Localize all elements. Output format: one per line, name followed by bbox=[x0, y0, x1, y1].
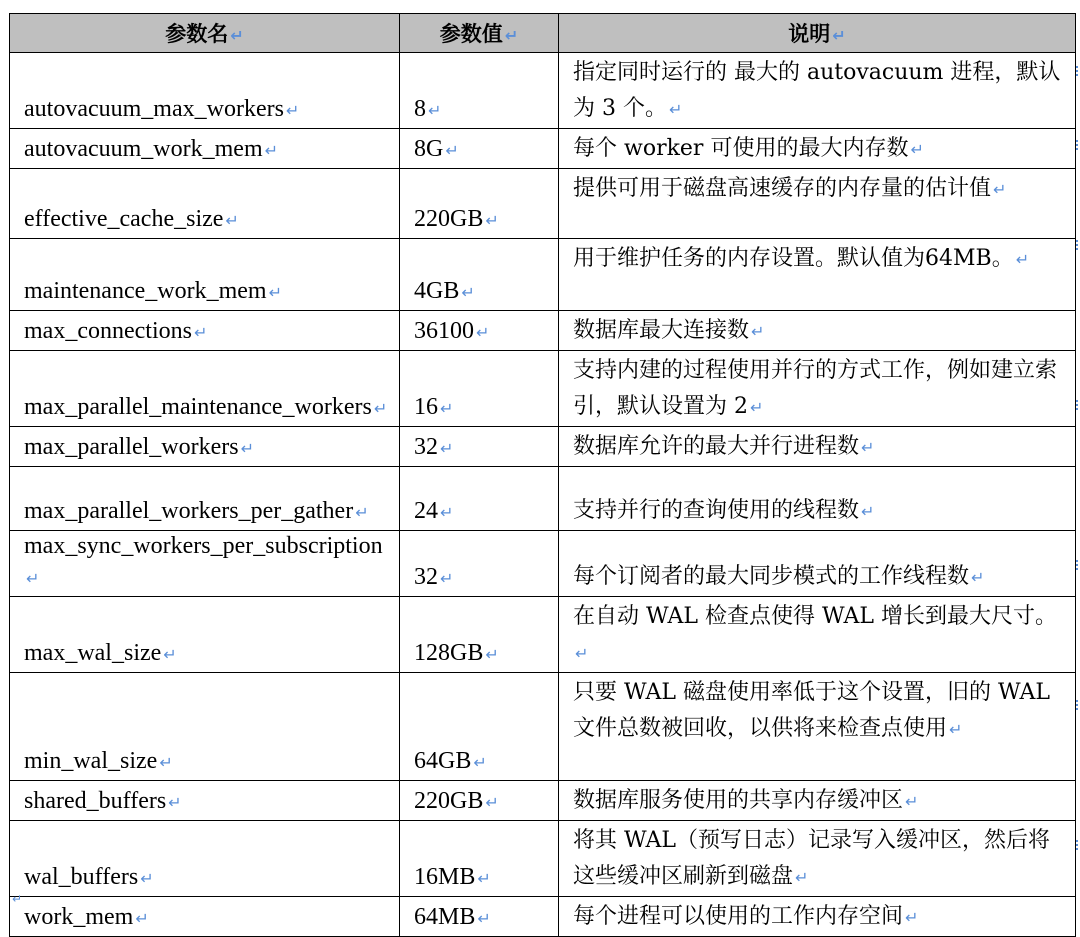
header-desc: 说明 ↵ bbox=[559, 14, 1076, 53]
return-mark-icon bbox=[269, 283, 282, 302]
return-mark-icon bbox=[485, 645, 498, 664]
table-row bbox=[10, 351, 1076, 427]
table-row bbox=[10, 53, 1076, 129]
return-mark-icon bbox=[795, 868, 808, 887]
return-mark-icon bbox=[440, 439, 453, 458]
param-value-cell: 64MB ↵ bbox=[400, 897, 559, 937]
return-mark-icon bbox=[910, 140, 923, 159]
return-mark-icon bbox=[485, 211, 498, 230]
table-row bbox=[10, 467, 1076, 531]
return-mark-icon bbox=[861, 438, 874, 457]
param-value-cell: 8G ↵ bbox=[400, 129, 559, 169]
param-desc-cell: 提供可用于磁盘高速缓存的内存量的估计值 ↵ bbox=[559, 169, 1076, 239]
return-mark-icon bbox=[669, 100, 682, 119]
param-desc-cell: 只要 WAL 磁盘使用率低于这个设置，旧的 WAL 文件总数被回收，以供将来检查点使用 ↵ bbox=[559, 673, 1076, 781]
param-value-cell: 16MB ↵ bbox=[400, 821, 559, 897]
table-row bbox=[10, 427, 1076, 467]
param-name-cell: max_parallel_maintenance_workers ↵ bbox=[10, 351, 400, 427]
param-name-cell: effective_cache_size ↵ bbox=[10, 169, 400, 239]
return-mark-icon bbox=[286, 101, 299, 120]
param-value-cell: 220GB ↵ bbox=[400, 781, 559, 821]
param-desc-cell: 每个订阅者的最大同步模式的工作线程数 ↵ bbox=[559, 531, 1076, 597]
param-value-cell: 32 ↵ bbox=[400, 531, 559, 597]
table-row bbox=[10, 239, 1076, 311]
return-mark-icon bbox=[265, 141, 278, 160]
return-mark-icon bbox=[993, 180, 1006, 199]
param-desc-cell: 数据库最大连接数 ↵ bbox=[559, 311, 1076, 351]
param-desc-cell: 指定同时运行的 最大的 autovacuum 进程，默认为 3 个。 ↵ bbox=[559, 53, 1076, 129]
return-mark-icon bbox=[861, 502, 874, 521]
table-row bbox=[10, 597, 1076, 673]
header-value: 参数值 ↵ bbox=[400, 14, 559, 53]
param-desc-cell: 在自动 WAL 检查点使得 WAL 增长到最大尺寸。 ↵ bbox=[559, 597, 1076, 673]
table-row bbox=[10, 311, 1076, 351]
param-name-cell: max_parallel_workers ↵ bbox=[10, 427, 400, 467]
margin-marker bbox=[1073, 560, 1078, 570]
return-mark-icon bbox=[445, 141, 458, 160]
return-mark-icon bbox=[949, 720, 962, 739]
param-desc-cell: 支持内建的过程使用并行的方式工作，例如建立索引，默认设置为 2 ↵ bbox=[559, 351, 1076, 427]
param-value-cell: 64GB ↵ bbox=[400, 673, 559, 781]
return-mark-icon bbox=[505, 26, 518, 45]
return-mark-icon bbox=[751, 322, 764, 341]
table-row bbox=[10, 781, 1076, 821]
table-row bbox=[10, 129, 1076, 169]
param-desc-cell: 数据库服务使用的共享内存缓冲区 ↵ bbox=[559, 781, 1076, 821]
header-name: 参数名 ↵ bbox=[10, 14, 400, 53]
param-name-cell: max_wal_size ↵ bbox=[10, 597, 400, 673]
return-mark-icon bbox=[159, 753, 172, 772]
table-row bbox=[10, 531, 1076, 597]
param-value-cell: 128GB ↵ bbox=[400, 597, 559, 673]
header-row bbox=[10, 14, 1076, 53]
param-value-cell: 32 ↵ bbox=[400, 427, 559, 467]
margin-marker bbox=[1073, 400, 1078, 410]
param-value-cell: 4GB ↵ bbox=[400, 239, 559, 311]
return-mark-icon bbox=[374, 399, 387, 418]
param-value-cell: 8 ↵ bbox=[400, 53, 559, 129]
return-mark-icon bbox=[26, 569, 39, 588]
param-desc-cell: 支持并行的查询使用的线程数 ↵ bbox=[559, 467, 1076, 531]
param-desc-cell: 用于维护任务的内存设置。默认值为64MB。 ↵ bbox=[559, 239, 1076, 311]
return-mark-icon bbox=[477, 909, 490, 928]
margin-marker bbox=[1073, 840, 1078, 850]
param-value-cell: 16 ↵ bbox=[400, 351, 559, 427]
param-name-cell: autovacuum_max_workers ↵ bbox=[10, 53, 400, 129]
return-mark-icon bbox=[230, 26, 243, 45]
param-desc-cell: 每个 worker 可使用的最大内存数 ↵ bbox=[559, 129, 1076, 169]
return-mark-icon bbox=[440, 399, 453, 418]
param-name-cell: maintenance_work_mem ↵ bbox=[10, 239, 400, 311]
param-name-cell: max_connections ↵ bbox=[10, 311, 400, 351]
margin-marker bbox=[1073, 140, 1078, 150]
param-name-cell: shared_buffers ↵ bbox=[10, 781, 400, 821]
return-mark-icon bbox=[1016, 250, 1029, 269]
return-mark-icon bbox=[428, 101, 441, 120]
return-mark-icon bbox=[485, 793, 498, 812]
return-mark-icon bbox=[163, 645, 176, 664]
param-desc-cell: 数据库允许的最大并行进程数 ↵ bbox=[559, 427, 1076, 467]
param-name-cell: autovacuum_work_mem ↵ bbox=[10, 129, 400, 169]
return-mark-icon bbox=[905, 908, 918, 927]
return-mark-icon bbox=[971, 568, 984, 587]
return-mark-icon bbox=[905, 792, 918, 811]
return-mark-icon bbox=[135, 909, 148, 928]
param-name-cell: work_mem ↵ bbox=[10, 897, 400, 937]
paragraph-mark-icon: ↵ bbox=[12, 892, 23, 906]
return-mark-icon bbox=[750, 398, 763, 417]
return-mark-icon bbox=[461, 283, 474, 302]
return-mark-icon bbox=[140, 869, 153, 888]
param-name-cell: max_parallel_workers_per_gather ↵ bbox=[10, 467, 400, 531]
param-value-cell: 36100 ↵ bbox=[400, 311, 559, 351]
return-mark-icon bbox=[476, 323, 489, 342]
return-mark-icon bbox=[168, 793, 181, 812]
margin-marker bbox=[1073, 700, 1078, 710]
return-mark-icon bbox=[575, 644, 588, 663]
return-mark-icon bbox=[241, 439, 254, 458]
return-mark-icon bbox=[473, 753, 486, 772]
table-row bbox=[10, 673, 1076, 781]
margin-marker bbox=[1073, 240, 1078, 250]
param-desc-cell: 将其 WAL（预写日志）记录写入缓冲区，然后将这些缓冲区刷新到磁盘 ↵ bbox=[559, 821, 1076, 897]
return-mark-icon bbox=[477, 869, 490, 888]
table-row bbox=[10, 821, 1076, 897]
param-name-cell: max_sync_workers_per_subscription ↵ bbox=[10, 531, 400, 597]
param-name-cell: min_wal_size ↵ bbox=[10, 673, 400, 781]
return-mark-icon bbox=[440, 503, 453, 522]
return-mark-icon bbox=[440, 569, 453, 588]
table-row bbox=[10, 169, 1076, 239]
param-value-cell: 220GB ↵ bbox=[400, 169, 559, 239]
return-mark-icon bbox=[225, 211, 238, 230]
table-row bbox=[10, 897, 1076, 937]
return-mark-icon bbox=[194, 323, 207, 342]
param-value-cell: 24 ↵ bbox=[400, 467, 559, 531]
param-name-cell: wal_buffers ↵ bbox=[10, 821, 400, 897]
return-mark-icon bbox=[355, 503, 368, 522]
param-desc-cell: 每个进程可以使用的工作内存空间 ↵ bbox=[559, 897, 1076, 937]
parameter-table bbox=[9, 13, 1076, 937]
return-mark-icon bbox=[832, 26, 845, 45]
margin-marker bbox=[1073, 66, 1078, 76]
